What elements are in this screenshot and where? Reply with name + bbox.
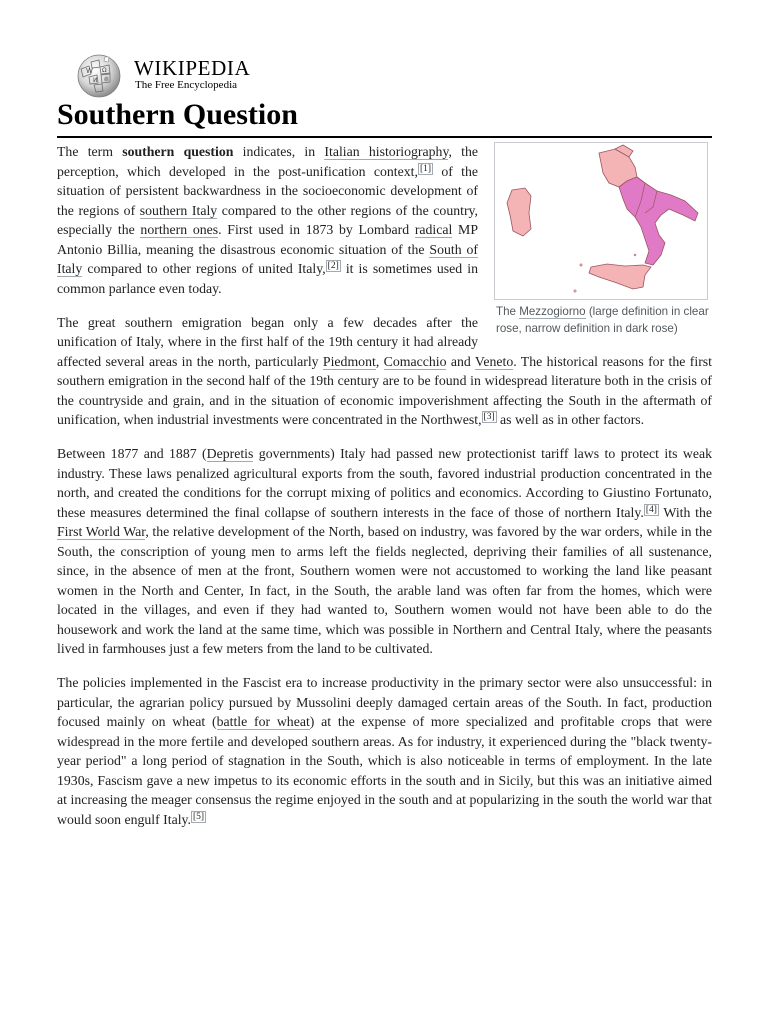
south-of-italy-link[interactable]: South of Italy [57,241,478,276]
bold-term: southern question [122,144,234,159]
southern-italy-link[interactable]: southern Italy [139,202,218,218]
piedmont-link[interactable]: Piedmont [322,353,376,369]
reference-2[interactable]: [2] [327,261,339,271]
depretis-link[interactable]: Depretis [206,446,254,461]
reference-5[interactable]: [5] [193,811,205,822]
reference-1[interactable]: [1] [419,163,432,174]
paragraph-intro: The term southern question indicates, in Italian historiography, the perception, which developed in the post-unification context, [1] of the situation of persistent backwardness in the socioeconomic development of the regions of southern Italy compared to the other regions of the country, especially the northern ones. First used in 1873 by Lombard radical MP Antonio Billia, meaning the disastrous economic situation of the South of Italy compared to other regions of united Italy, [2] it is sometimes used in common parlance even today. [57,144,479,296]
reference-3[interactable]: [3] [483,412,495,422]
svg-text:W: W [86,67,93,75]
svg-text:維: 維 [104,77,110,83]
radical-link[interactable]: radical [414,222,453,237]
page-title: Southern Question [57,96,712,138]
site-tagline: The Free Encyclopedia [135,79,238,91]
comacchio-link[interactable]: Comacchio [383,353,447,369]
svg-text:И: И [93,77,98,84]
wikipedia-wordmark[interactable]: WIKIPEDIA [134,56,251,80]
map-figure [494,142,712,337]
northern-ones-link[interactable]: northern ones [140,222,219,237]
paragraph-protectionism: Between 1877 and 1887 (Depretis governments) Italy had passed new protectionist tariff laws to protect its weak industry. These laws penalized agricultural exports from the south, favored industrial production concentrated in the north, and created the conditions for the corrupt mixing of politics and economics. According to Giustino Fortunato, these measures determined the final collapse of southern interests in the face of those of northern Italy. [4] With the First World War, the relative development of the North, based on industry, was favored by the war orders, while in the South, the conscription of young men to arms left the fields neglected, depriving their families of all sustenance, since, in the absence of men at the front, Southern women were not accustomed to working the land like peasant women in the North and Center, In fact, in the South, the arable land was often far from the homes, which were located in the villages, and even if they had wanted to, Southern women would not have been able to do the housework and work the land at the same time, which was possible in Northern and Central Italy, where the peasants lived in farmhouses just a few meters from the land to be cultivated. [57,446,712,656]
veneto-link[interactable]: Veneto [474,353,514,369]
reference-4[interactable]: [4] [645,504,657,515]
paragraph-fascist-era: The policies implemented in the Fascist era to increase productivity in the primary sector were also unsuccessful: in particular, the agrarian policy pursued by Mussolini deeply damaged certain areas of the South. In fact, production focused mainly on wheat (battle for wheat) at the expense of more specialized and profitable crops that were widespread in the more fertile and developed southern areas. As for industry, it experienced during the "black twenty-year period" a long period of stagnation in the South, which is also noticeable in terms of employment. In the late 1930s, Fascism gave a new impetus to its economic efforts in the south and in Sicily, but this was an initiative aimed at increasing the meager consensus the regime enjoyed in the south and at popularizing in the south the world war that would soon engulf Italy. [5] [57,675,713,827]
first-world-war-link[interactable]: First World War [57,524,146,539]
map-thumbnail[interactable] [494,142,708,300]
paragraph-emigration: The great southern emigration began only a few decades after the unification of Italy, where in the first half of the 19th century it had already affected several areas in the north, particularly Piedmont, Comacchio and Veneto. The historical reasons for the first southern emigration in the second half of the 19th century are to be found in widespread literature both in the crisis of the countryside and grain, and in the situation of economic impoverishment affecting the South in the aftermath of unification, when industrial investments were concentrated in the Northwest, [3] as well as in other factors. [57,314,712,427]
battle-for-wheat-link[interactable]: battle for wheat [216,714,310,729]
italian-historiography-link[interactable]: Italian historiography [324,144,449,159]
wikipedia-globe-icon[interactable] [75,53,123,99]
svg-text:Ω: Ω [102,67,107,74]
mezzogiorno-map [495,143,707,299]
mezzogiorno-link[interactable]: Mezzogiorno [519,305,586,318]
map-caption: The Mezzogiorno (large definition in clear rose, narrow definition in dark rose) [496,305,709,335]
article-body [57,142,712,844]
